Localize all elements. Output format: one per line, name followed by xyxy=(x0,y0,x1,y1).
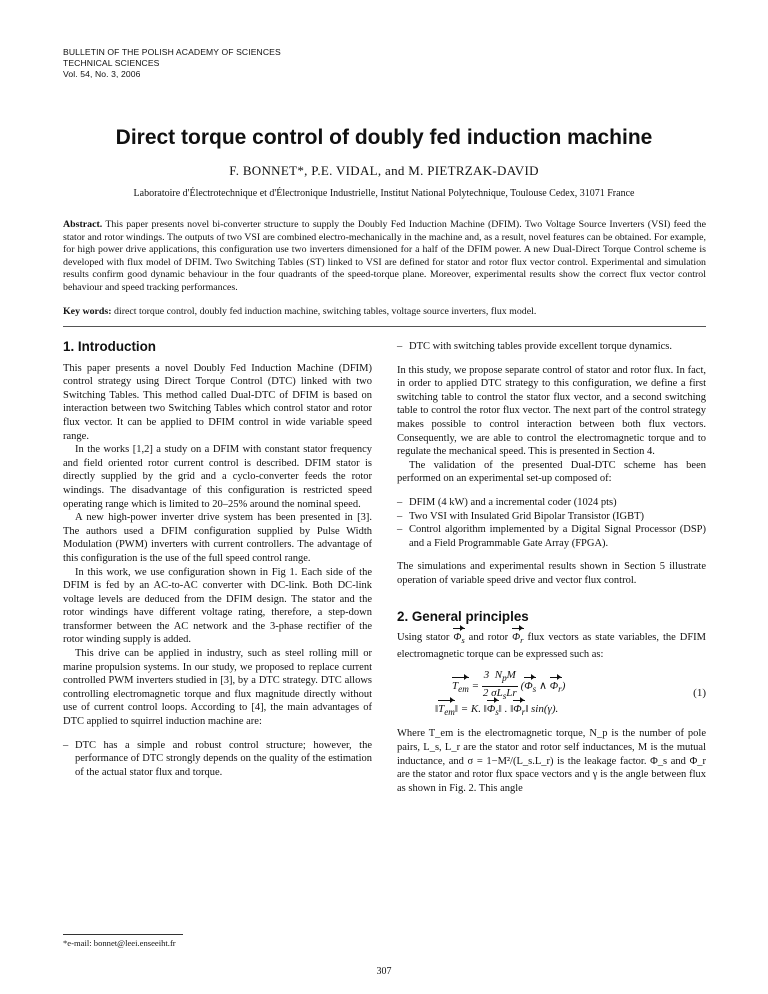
journal-section: TECHNICAL SCIENCES xyxy=(63,58,160,68)
equation-number: (1) xyxy=(693,687,706,700)
paragraph: Where T_em is the electromagnetic torque, N_p is the number of pole pairs, L_s, L_r are the stator and rotor self inductances, M is the mutual inductance, and σ = 1−M²/(L_s.L_r) is the leakage factor. Φ_s and Φ_r are the stator and rotor flux space vectors and γ is the angle between flux as shown in Fig. 2. This angle xyxy=(397,728,706,794)
footnote: *e-mail: bonnet@leei.enseeiht.fr xyxy=(63,938,176,948)
paragraph: This drive can be applied in industry, such as steel rolling mill or marine propulsion systems. In our study, we proposed to replace current controlled PWM inverters studied in [3], by a DTC strategy. DTC allows controlling electromagnetic torque and flux magnitude directly without use of current control loops. According to [4], the main advantages of DTC applied to squirrel induction machine are: xyxy=(63,648,372,728)
list-item: – Control algorithm implemented by a Digital Signal Processor (DSP) and a Field Programmable Gate Array (FPGA). xyxy=(397,523,706,550)
advantages-list xyxy=(63,739,372,780)
keywords-label: Key words: xyxy=(63,306,112,317)
list-item: – DTC with switching tables provide excellent torque dynamics. xyxy=(397,340,706,354)
journal-volume: Vol. 54, No. 3, 2006 xyxy=(63,69,141,79)
journal-name: BULLETIN OF THE POLISH ACADEMY OF SCIENCES xyxy=(63,47,281,57)
list-item: – Two VSI with Insulated Grid Bipolar Transistor (IGBT) xyxy=(397,510,706,524)
section-heading-introduction: 1. Introduction xyxy=(63,339,156,354)
paper-title: Direct torque control of doubly fed induction machine xyxy=(115,126,653,149)
list-item: – DTC has a simple and robust control structure; however, the performance of DTC strongly depends on the quality of the estimation of the actual stator flux and torque. xyxy=(63,739,372,780)
authors: F. BONNET*, P.E. VIDAL, and M. PIETRZAK-DAVID xyxy=(229,163,539,178)
paragraph: In this study, we propose separate control of stator and rotor flux. In fact, in order to applied DTC strategy to this configuration, we define a first switching table to control the stator flux vector, and a second switching table to control the rotor flux vector. The next part of the control strategy makes possible to control interaction between both flux vectors. Consequently, we are able to control the electromagnetic torque and to regulate the mechanical speed. This is presented in Section 4. xyxy=(397,364,706,458)
paragraph: This paper presents a novel Doubly Fed Induction Machine (DFIM) control strategy using Direct Torque Control (DTC) linked with two Switching Tables. This method called Dual-DTC of DFIM is based on interaction between two Switching Tables which control stator and rotor flux vector. It can be applied to DFIM control in wide variable speed range. xyxy=(63,362,372,442)
abstract-label: Abstract. xyxy=(63,219,103,230)
page-number: 307 xyxy=(376,966,392,977)
advantages-list-continued xyxy=(397,340,706,354)
setup-list xyxy=(397,496,706,550)
abstract-divider xyxy=(63,326,706,327)
journal-header xyxy=(63,47,281,80)
affiliation: Laboratoire d'Électrotechnique et d'Électronique Industrielle, Institut National Polytechnique, Toulouse Cedex, 31071 France xyxy=(133,188,635,199)
right-column xyxy=(397,340,706,795)
footnote-divider xyxy=(63,934,183,935)
left-column xyxy=(63,340,372,779)
equation-1: $T_{em}$ = $\frac{3 N_pM}{2 \sigma L_sLr}$ ($\Phi_s$ ∧ $\Phi_r$) $‖T_{em}‖ = K$. $‖\Phi_s‖$ . $‖\Phi_r‖$ sin(γ). (1) xyxy=(397,665,706,723)
keywords xyxy=(63,306,706,319)
section-heading-general-principles: 2. General principles xyxy=(397,608,529,624)
list-item: – DFIM (4 kW) and a incremental coder (1024 pts) xyxy=(397,496,706,510)
paragraph: In the works [1,2] a study on a DFIM with constant stator frequency and field oriented rotor current control is described. DFIM stator is directly supplied by the grid and a cyclo-converter feeds the rotor windings. The disadvantage of this configuration is restricted speed operating range which is limited to 20–25% around the nominal speed. xyxy=(63,444,372,510)
paragraph: Using stator $\Phi_s$ and rotor $\Phi_r$ flux vectors as state variables, the DFIM electromagnetic torque can be expressed such as: xyxy=(397,632,706,660)
paragraph: A new high-power inverter drive system has been presented in [3]. The authors used a DFIM configuration supplied by Pulse Width Modulation (PWM) inverters with current controllers. The advantage of this configuration is the use of the full speed control range. xyxy=(63,512,372,564)
paragraph: In this work, we use configuration shown in Fig 1. Each side of the DFIM is fed by an AC-to-AC converter with DC-link. Both DC-link voltage levels are deduced from the DFIM design. The stator and the rotor windings have different voltage rating, therefore, a step-down transformer between the AC network and the 3-phase rectifier of the rotor winding supply is added. xyxy=(63,566,372,646)
abstract-text: This paper presents novel bi-converter structure to supply the Doubly Fed Induction Machine (DFIM). Two Voltage Source Inverters (VSI) feed the stator and rotor windings. The outputs of two VSI are combined electro-mechanically in the machine and, as a result, novel features can be obtained. For example, for high power drive applications, this configuration use two inverters dimensioned for a half of the DFIM power. A new Dual-Direct Torque Control scheme is developed with flux model of DFIM. Two Switching Tables (ST) linked to VSI are defined for stator and rotor flux vector control. Experimental and simulation results confirm good dynamic behaviour in the four quadrants of the speed-torque plane. Moreover, experimental results show the correct flux vector control behaviour and speed tracking performances. xyxy=(63,219,706,293)
paragraph: The simulations and experimental results shown in Section 5 illustrate operation of variable speed drive and vector flux control. xyxy=(397,561,706,586)
abstract xyxy=(63,219,706,295)
keywords-text: direct torque control, doubly fed induction machine, switching tables, voltage source inverters, flux model. xyxy=(114,306,537,317)
paragraph: The validation of the presented Dual-DTC scheme has been performed on an experimental set-up composed of: xyxy=(397,459,706,485)
